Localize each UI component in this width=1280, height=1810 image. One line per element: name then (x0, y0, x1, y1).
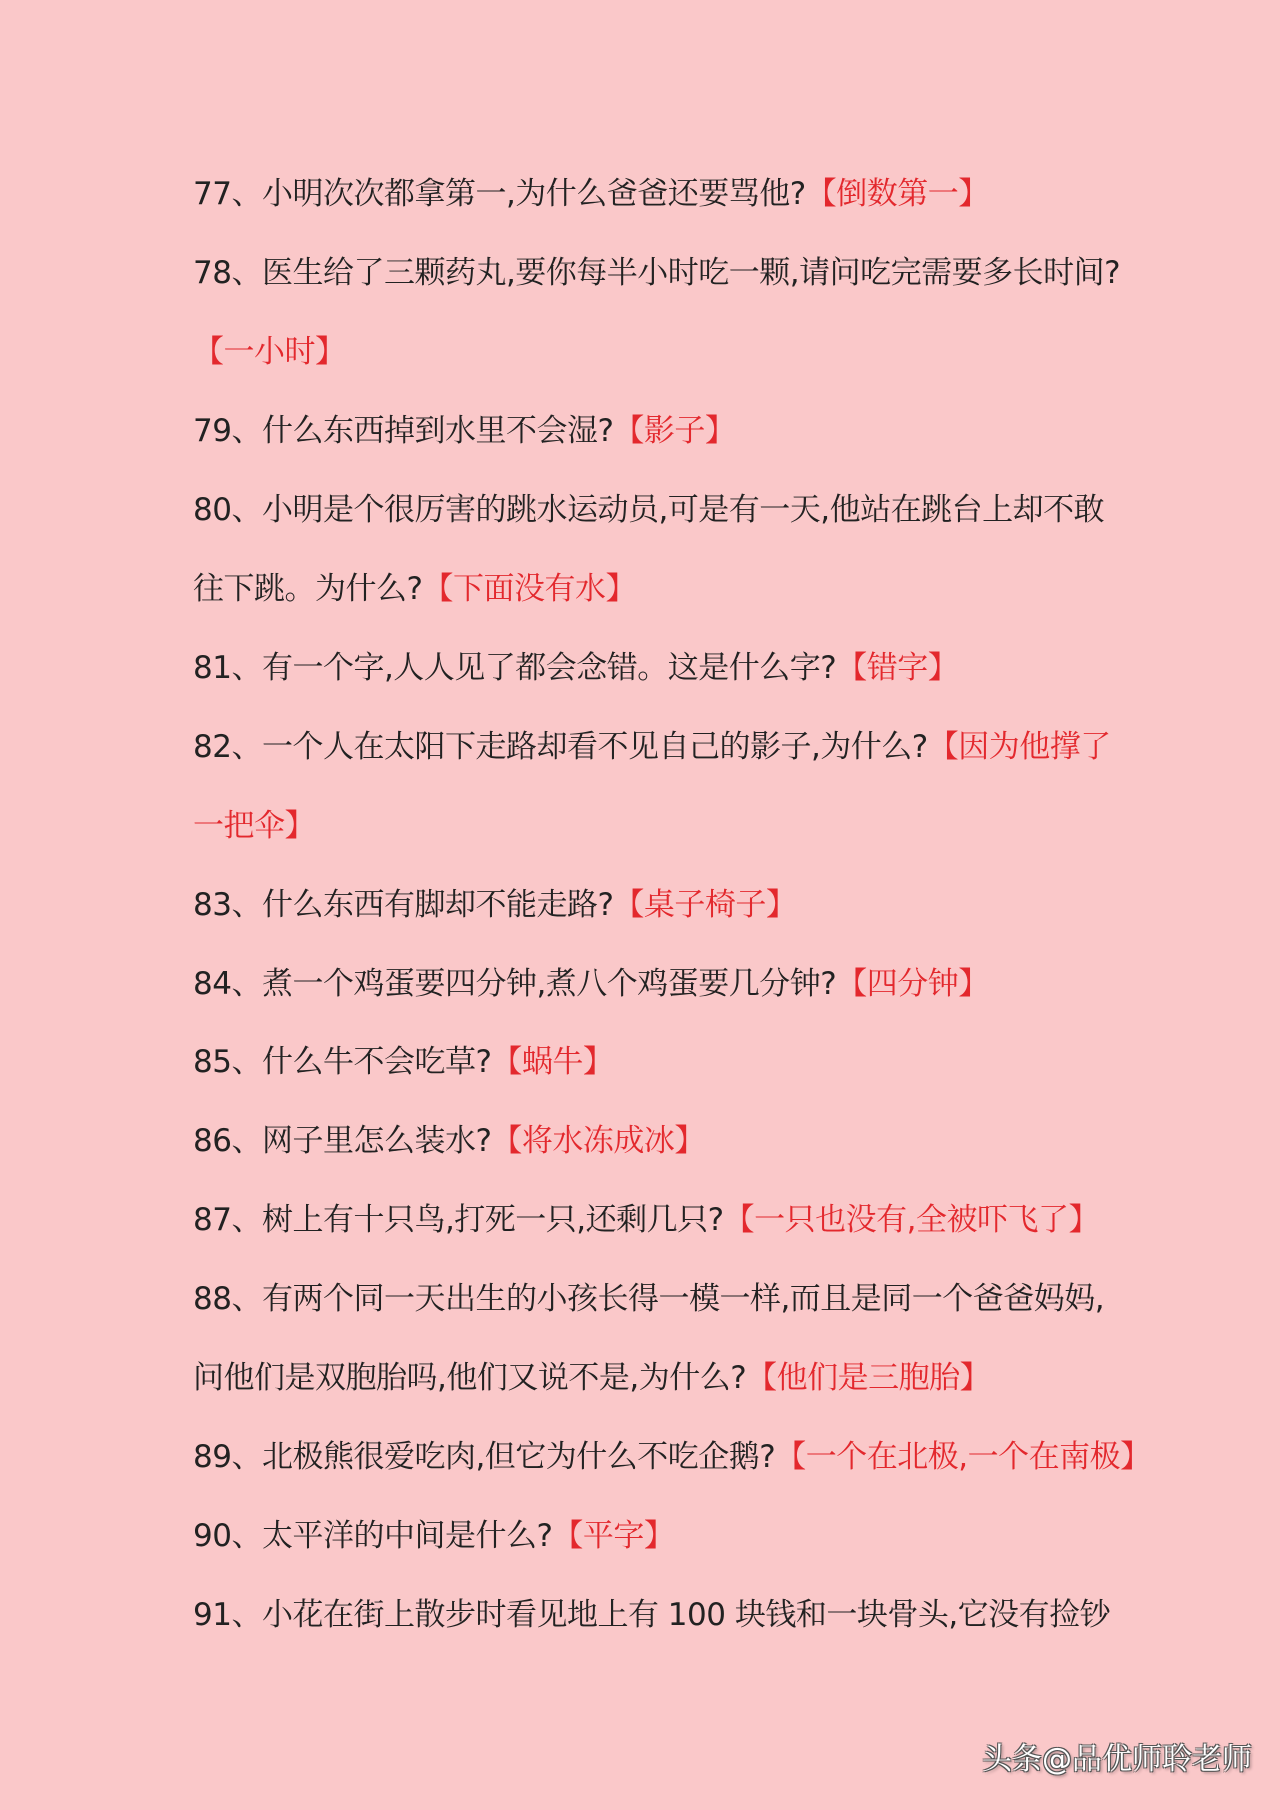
answer-text: 【下面没有水】 (422, 571, 636, 607)
text-line-86 (193, 1111, 1193, 1171)
text-line-80-cont (193, 559, 1193, 619)
text-line-91 (193, 1585, 1193, 1645)
answer-text: 【蜗牛】 (491, 1044, 614, 1080)
answer-text: 【将水冻成冰】 (491, 1123, 705, 1159)
watermark: 头条@品优师聆老师 (982, 1742, 1252, 1777)
question-text: 89、北极熊很爱吃肉,但它为什么不吃企鹅? (193, 1439, 776, 1475)
answer-text: 【错字】 (836, 650, 959, 686)
text-line-82-cont (193, 796, 1193, 856)
answer-text: 【四分钟】 (836, 966, 989, 1002)
text-line-85 (193, 1032, 1193, 1092)
question-text: 87、树上有十只鸟,打死一只,还剩几只? (193, 1202, 724, 1238)
question-text: 82、一个人在太阳下走路却看不见自己的影子,为什么? (193, 729, 928, 765)
question-text: 78、医生给了三颗药丸,要你每半小时吃一颗,请问吃完需要多长时间? (193, 255, 1121, 291)
question-text: 86、网子里怎么装水? (193, 1123, 492, 1159)
text-line-82 (193, 717, 1193, 777)
answer-text: 【因为他撑了 (927, 729, 1111, 765)
text-line-80 (193, 480, 1193, 540)
text-line-88-cont (193, 1348, 1193, 1408)
question-text: 79、什么东西掉到水里不会湿? (193, 413, 614, 449)
question-text: 84、煮一个鸡蛋要四分钟,煮八个鸡蛋要几分钟? (193, 966, 837, 1002)
answer-text: 【一只也没有,全被吓飞了】 (723, 1202, 1099, 1238)
text-line-89 (193, 1427, 1193, 1487)
question-text: 88、有两个同一天出生的小孩长得一模一样,而且是同一个爸爸妈妈, (193, 1281, 1105, 1317)
question-text: 77、小明次次都拿第一,为什么爸爸还要骂他? (193, 176, 806, 212)
text-line-84 (193, 954, 1193, 1014)
question-text: 往下跳。为什么? (193, 571, 423, 607)
question-text: 83、什么东西有脚却不能走路? (193, 887, 614, 923)
text-line-79 (193, 401, 1193, 461)
question-text: 85、什么牛不会吃草? (193, 1044, 492, 1080)
answer-text: 一把伞】 (193, 808, 315, 844)
answer-text: 【一小时】 (193, 334, 346, 370)
answer-text: 【桌子椅子】 (613, 887, 797, 923)
text-line-90 (193, 1506, 1193, 1566)
question-text: 90、太平洋的中间是什么? (193, 1518, 553, 1554)
answer-text: 【倒数第一】 (805, 176, 989, 212)
question-text: 问他们是双胞胎吗,他们又说不是,为什么? (193, 1360, 747, 1396)
text-line-77 (193, 164, 1193, 224)
text-line-78 (193, 243, 1193, 303)
text-line-83 (193, 875, 1193, 935)
answer-text: 【影子】 (613, 413, 736, 449)
answer-text: 【一个在北极,一个在南极】 (775, 1439, 1151, 1475)
question-text: 81、有一个字,人人见了都会念错。这是什么字? (193, 650, 837, 686)
answer-text: 【他们是三胞胎】 (746, 1360, 991, 1396)
question-text: 91、小花在街上散步时看见地上有 100 块钱和一块骨头,它没有捡钞 (193, 1597, 1111, 1633)
answer-text: 【平字】 (552, 1518, 675, 1554)
question-text: 80、小明是个很厉害的跳水运动员,可是有一天,他站在跳台上却不敢 (193, 492, 1105, 528)
text-line-78-answer (193, 322, 1193, 382)
text-line-88 (193, 1269, 1193, 1329)
text-line-87 (193, 1190, 1193, 1250)
text-line-81 (193, 638, 1193, 698)
